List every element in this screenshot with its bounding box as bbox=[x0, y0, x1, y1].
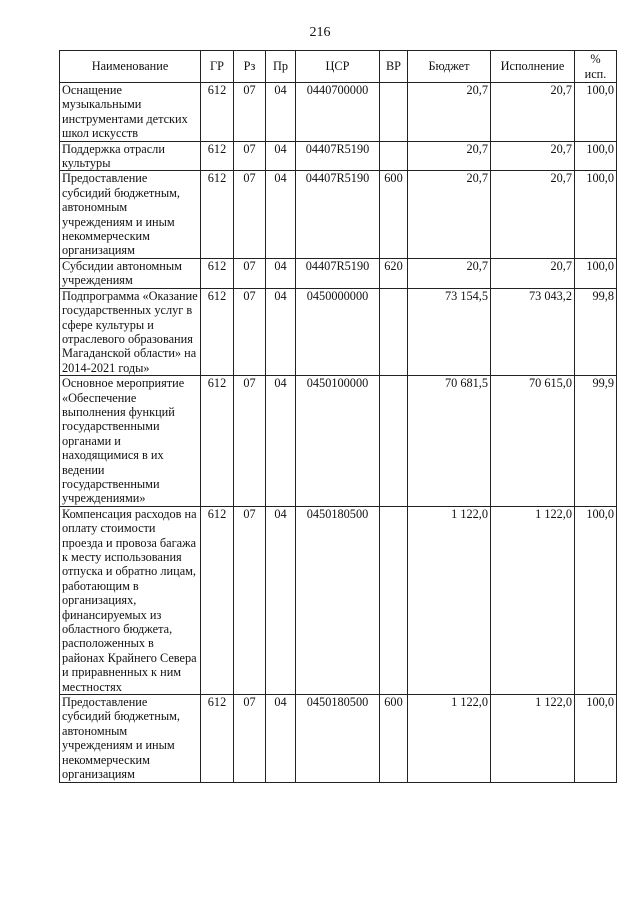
row-name: Поддержка отрасли культуры bbox=[60, 141, 201, 171]
header-vr: ВР bbox=[380, 51, 408, 83]
table-row bbox=[60, 258, 617, 288]
row-name: Оснащение музыкальными инструментами детских школ искусств bbox=[60, 83, 201, 142]
row-percent: 99,9 bbox=[575, 376, 617, 507]
table-row bbox=[60, 288, 617, 375]
row-csr: 0450180500 bbox=[296, 695, 380, 782]
row-budget: 20,7 bbox=[408, 83, 491, 142]
row-execution: 20,7 bbox=[491, 258, 575, 288]
row-csr: 0450100000 bbox=[296, 376, 380, 507]
row-execution: 70 615,0 bbox=[491, 376, 575, 507]
header-percent bbox=[575, 51, 617, 83]
row-percent: 100,0 bbox=[575, 141, 617, 171]
row-budget: 1 122,0 bbox=[408, 695, 491, 782]
row-gr: 612 bbox=[201, 141, 234, 171]
row-pr: 04 bbox=[266, 258, 296, 288]
row-pr: 04 bbox=[266, 376, 296, 507]
row-budget: 20,7 bbox=[408, 141, 491, 171]
row-execution: 20,7 bbox=[491, 141, 575, 171]
row-name: Субсидии автономным учреждениям bbox=[60, 258, 201, 288]
row-rz: 07 bbox=[234, 288, 266, 375]
row-execution: 1 122,0 bbox=[491, 506, 575, 694]
table-row bbox=[60, 695, 617, 782]
row-execution: 73 043,2 bbox=[491, 288, 575, 375]
row-vr bbox=[380, 141, 408, 171]
table-row bbox=[60, 171, 617, 258]
row-rz: 07 bbox=[234, 83, 266, 142]
row-csr: 04407R5190 bbox=[296, 258, 380, 288]
row-rz: 07 bbox=[234, 171, 266, 258]
row-vr: 600 bbox=[380, 171, 408, 258]
row-pr: 04 bbox=[266, 83, 296, 142]
row-gr: 612 bbox=[201, 506, 234, 694]
row-name: Подпрограмма «Оказание государственных услуг в сфере культуры и отраслевого образования Магаданской области» на 2014-2021 годы» bbox=[60, 288, 201, 375]
budget-execution-table bbox=[59, 50, 617, 783]
header-budget: Бюджет bbox=[408, 51, 491, 83]
table-header-row bbox=[60, 51, 617, 83]
header-execution: Исполнение bbox=[491, 51, 575, 83]
row-pr: 04 bbox=[266, 288, 296, 375]
row-budget: 70 681,5 bbox=[408, 376, 491, 507]
row-vr bbox=[380, 288, 408, 375]
table-row bbox=[60, 141, 617, 171]
header-percent-sign: % bbox=[590, 52, 601, 67]
row-rz: 07 bbox=[234, 506, 266, 694]
row-percent: 99,8 bbox=[575, 288, 617, 375]
row-gr: 612 bbox=[201, 171, 234, 258]
row-rz: 07 bbox=[234, 695, 266, 782]
row-percent: 100,0 bbox=[575, 258, 617, 288]
row-rz: 07 bbox=[234, 258, 266, 288]
table-row bbox=[60, 506, 617, 694]
row-pr: 04 bbox=[266, 506, 296, 694]
row-csr: 04407R5190 bbox=[296, 141, 380, 171]
row-pr: 04 bbox=[266, 695, 296, 782]
row-pr: 04 bbox=[266, 141, 296, 171]
row-csr: 0450000000 bbox=[296, 288, 380, 375]
row-percent: 100,0 bbox=[575, 695, 617, 782]
table-row bbox=[60, 83, 617, 142]
row-csr: 0450180500 bbox=[296, 506, 380, 694]
row-vr bbox=[380, 506, 408, 694]
page-number: 216 bbox=[309, 25, 331, 40]
header-gr: ГР bbox=[201, 51, 234, 83]
row-vr bbox=[380, 83, 408, 142]
header-percent-label: исп. bbox=[584, 66, 607, 81]
row-budget: 20,7 bbox=[408, 171, 491, 258]
table-row bbox=[60, 376, 617, 507]
row-gr: 612 bbox=[201, 258, 234, 288]
row-name: Предоставление субсидий бюджетным, автономным учреждениям и иным некоммерческим организациям bbox=[60, 171, 201, 258]
row-gr: 612 bbox=[201, 376, 234, 507]
row-gr: 612 bbox=[201, 288, 234, 375]
header-rz: Рз bbox=[234, 51, 266, 83]
row-rz: 07 bbox=[234, 376, 266, 507]
row-csr: 04407R5190 bbox=[296, 171, 380, 258]
row-percent: 100,0 bbox=[575, 506, 617, 694]
row-execution: 1 122,0 bbox=[491, 695, 575, 782]
row-pr: 04 bbox=[266, 171, 296, 258]
row-gr: 612 bbox=[201, 83, 234, 142]
row-percent: 100,0 bbox=[575, 171, 617, 258]
row-execution: 20,7 bbox=[491, 171, 575, 258]
header-name: Наименование bbox=[60, 51, 201, 83]
row-percent: 100,0 bbox=[575, 83, 617, 142]
row-gr: 612 bbox=[201, 695, 234, 782]
row-budget: 20,7 bbox=[408, 258, 491, 288]
row-budget: 73 154,5 bbox=[408, 288, 491, 375]
row-execution: 20,7 bbox=[491, 83, 575, 142]
header-csr: ЦСР bbox=[296, 51, 380, 83]
row-name: Основное мероприятие «Обеспечение выполнения функций государственными органами и находящимися в их ведении государственными учреждениями» bbox=[60, 376, 201, 507]
row-rz: 07 bbox=[234, 141, 266, 171]
header-pr: Пр bbox=[266, 51, 296, 83]
row-budget: 1 122,0 bbox=[408, 506, 491, 694]
row-vr: 600 bbox=[380, 695, 408, 782]
row-vr bbox=[380, 376, 408, 507]
row-name: Компенсация расходов на оплату стоимости проезда и провоза багажа к месту использования отпуска и обратно лицам, работающим в организациях, финансируемых из областного бюджета, расположенных в районах Крайнего Севера и приравненных к ним местностях bbox=[60, 506, 201, 694]
row-name: Предоставление субсидий бюджетным, автономным учреждениям и иным некоммерческим организациям bbox=[60, 695, 201, 782]
row-vr: 620 bbox=[380, 258, 408, 288]
row-csr: 0440700000 bbox=[296, 83, 380, 142]
